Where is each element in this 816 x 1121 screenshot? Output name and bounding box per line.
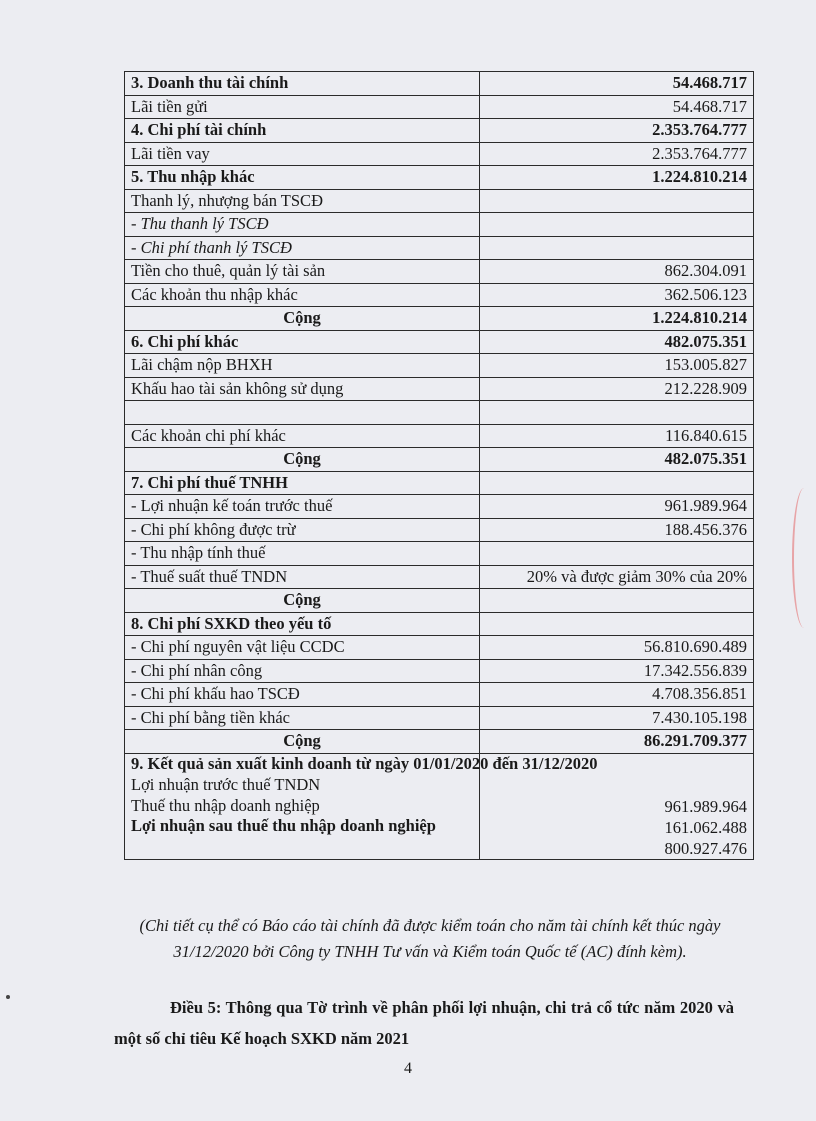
row-label: 7. Chi phí thuế TNHH [125,471,480,495]
row-label: Khấu hao tài sản không sử dụng [125,377,480,401]
row-value: 188.456.376 [480,518,754,542]
row-value: 362.506.123 [480,283,754,307]
financial-table [124,71,754,860]
row-value: 153.005.827 [480,354,754,378]
table-row [125,354,754,378]
row-value: 1.224.810.214 [480,166,754,190]
table-row [125,636,754,660]
table-row [125,542,754,566]
row-label [125,401,480,425]
row-value: 7.430.105.198 [480,706,754,730]
table-row [125,518,754,542]
table-row [125,236,754,260]
row-value: 54.468.717 [480,95,754,119]
row-value: 54.468.717 [480,72,754,96]
row-label: Lãi tiền vay [125,142,480,166]
row-value: 2.353.764.777 [480,142,754,166]
row-value: 17.342.556.839 [480,659,754,683]
row-label: Thanh lý, nhượng bán TSCĐ [125,189,480,213]
row-value: 56.810.690.489 [480,636,754,660]
result-line2-value: 161.062.488 [664,817,747,837]
table-row [125,495,754,519]
result-line1-label: Lợi nhuận trước thuế TNDN [131,774,321,794]
row-label: Các khoản thu nhập khác [125,283,480,307]
table-row [125,589,754,613]
row-label: Tiền cho thuê, quản lý tài sản [125,260,480,284]
table-row [125,448,754,472]
table-row [125,166,754,190]
row-label: Lãi tiền gửi [125,95,480,119]
row-label: 5. Thu nhập khác [125,166,480,190]
table-row [125,213,754,237]
row-label: 8. Chi phí SXKD theo yếu tố [125,612,480,636]
row-value: 86.291.709.377 [480,730,754,754]
row-value: 482.075.351 [480,448,754,472]
result-line3-value: 800.927.476 [664,838,747,858]
result-line3-label: Lợi nhuận sau thuế thu nhập doanh nghiệp [131,815,436,835]
table-row [125,401,754,425]
table-row [125,330,754,354]
table-row [125,377,754,401]
row-value: 961.989.964 [480,495,754,519]
row-value: 212.228.909 [480,377,754,401]
table-row [125,683,754,707]
row-label: - Thu nhập tính thuế [125,542,480,566]
row-label: - Thu thanh lý TSCĐ [125,213,480,237]
result-line1-value: 961.989.964 [664,796,747,816]
row-value [480,401,754,425]
table-row [125,612,754,636]
row-value [480,542,754,566]
row-value [480,471,754,495]
row-value [480,213,754,237]
table-row-result [125,753,754,859]
row-value: 482.075.351 [480,330,754,354]
row-label: Lãi chậm nộp BHXH [125,354,480,378]
table-row [125,72,754,96]
row-value: 1.224.810.214 [480,307,754,331]
table-row [125,119,754,143]
table-row [125,471,754,495]
row-label: Cộng [125,589,480,613]
row-value: 4.708.356.851 [480,683,754,707]
table-row [125,565,754,589]
table-row [125,730,754,754]
row-label: - Chi phí khấu hao TSCĐ [125,683,480,707]
table-row [125,283,754,307]
row-label: 6. Chi phí khác [125,330,480,354]
scan-speck [6,995,10,999]
table-row [125,189,754,213]
row-label: 3. Doanh thu tài chính [125,72,480,96]
table-row [125,260,754,284]
row-value [480,589,754,613]
page-number: 4 [404,1060,412,1077]
table-row [125,307,754,331]
article-heading: Điều 5: Thông qua Tờ trình về phân phối lợi nhuận, chi trả cổ tức năm 2020 và một số chỉ tiêu Kế hoạch SXKD năm 2021 [114,998,734,1048]
table-row [125,142,754,166]
row-value: 20% và được giảm 30% của 20% [480,565,754,589]
row-label: - Chi phí không được trừ [125,518,480,542]
row-label: Cộng [125,307,480,331]
red-stamp-edge [792,488,816,628]
row-value: 862.304.091 [480,260,754,284]
table-row [125,95,754,119]
financial-table-body [125,72,754,860]
table-row [125,706,754,730]
row-label: - Chi phí nguyên vật liệu CCDC [125,636,480,660]
audit-note: (Chi tiết cụ thể có Báo cáo tài chính đã được kiểm toán cho năm tài chính kết thúc ngày 31/12/2020 bởi Công ty TNHH Tư vấn và Kiểm toán Quốc tế (AC) đính kèm). [139,916,721,961]
row-label: Các khoản chi phí khác [125,424,480,448]
result-label-cell [125,753,598,859]
row-label: 4. Chi phí tài chính [125,119,480,143]
table-row [125,424,754,448]
row-value [480,236,754,260]
row-label: - Chi phí thanh lý TSCĐ [125,236,480,260]
row-label: Cộng [125,448,480,472]
row-label: - Chi phí nhân công [125,659,480,683]
row-label: - Lợi nhuận kế toán trước thuế [125,495,480,519]
row-label: - Thuế suất thuế TNDN [125,565,480,589]
row-label: Cộng [125,730,480,754]
result-heading: 9. Kết quả sản xuất kinh doanh từ ngày 01/01/2020 đến 31/12/2020 [131,753,598,773]
row-value: 116.840.615 [480,424,754,448]
row-value [480,612,754,636]
row-value: 2.353.764.777 [480,119,754,143]
row-value [480,189,754,213]
row-label: - Chi phí bằng tiền khác [125,706,480,730]
result-line2-label: Thuế thu nhập doanh nghiệp [131,795,320,815]
table-row [125,659,754,683]
